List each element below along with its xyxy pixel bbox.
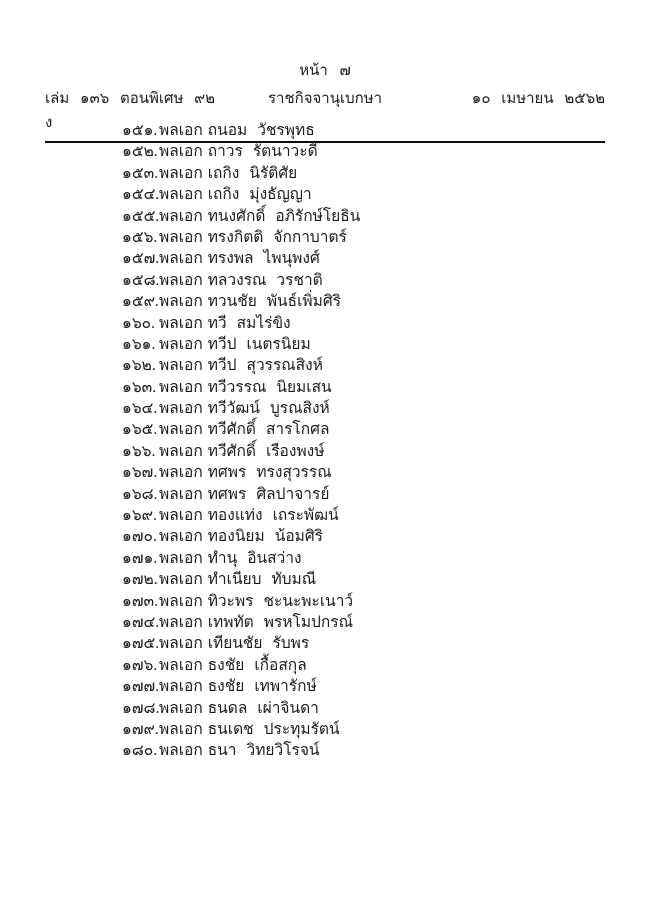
entry-given-name: ทวีวรรณ bbox=[207, 378, 267, 396]
entry-given-name: ทรงพล bbox=[207, 250, 254, 268]
entry-number: ๑๖๘. bbox=[122, 485, 158, 503]
list-item bbox=[0, 355, 650, 376]
entry-given-name: ธงชัย bbox=[207, 656, 245, 674]
entry-number: ๑๕๙. bbox=[122, 293, 159, 311]
entry-rank: พลเอก bbox=[159, 678, 203, 696]
entry-given-name: ทวนชัย bbox=[207, 293, 257, 311]
entry-rank: พลเอก bbox=[159, 357, 203, 375]
entry-surname: พันธ์เพิ่มศิริ bbox=[266, 293, 342, 311]
entry-given-name: ทองนิยม bbox=[207, 528, 265, 546]
entry-rank: พลเอก bbox=[159, 271, 203, 289]
list-item bbox=[0, 698, 650, 719]
entry-given-name: ทนงศักดิ์ bbox=[207, 207, 266, 225]
entry-given-name: ทลวงรณ bbox=[207, 271, 267, 289]
entry-rank: พลเอก bbox=[159, 742, 203, 760]
entry-number: ๑๗๗. bbox=[122, 678, 160, 696]
entry-surname: เทพารักษ์ bbox=[254, 678, 317, 696]
list-item bbox=[0, 270, 650, 291]
entry-given-name: ทวีศักดิ์ bbox=[207, 442, 256, 460]
list-item bbox=[0, 505, 650, 526]
entry-number: ๑๗๘. bbox=[122, 699, 160, 717]
entry-surname: ไพนุพงศ์ bbox=[263, 250, 320, 268]
entry-given-name: เทียนชัย bbox=[207, 635, 263, 653]
entry-surname: เผ่าจินดา bbox=[257, 699, 319, 717]
entry-given-name: ถาวร bbox=[207, 143, 243, 161]
list-item bbox=[0, 291, 650, 312]
entry-number: ๑๗๑. bbox=[122, 549, 158, 567]
entry-surname: รัตนาวะดี bbox=[252, 143, 318, 161]
entry-rank: พลเอก bbox=[159, 293, 203, 311]
list-item bbox=[0, 120, 650, 141]
list-item bbox=[0, 184, 650, 205]
entry-rank: พลเอก bbox=[159, 378, 203, 396]
entry-rank: พลเอก bbox=[159, 699, 203, 717]
entry-rank: พลเอก bbox=[159, 571, 203, 589]
list-item bbox=[0, 206, 650, 227]
entry-given-name: เทพทัต bbox=[207, 613, 254, 631]
entry-given-name: ทศพร bbox=[207, 464, 247, 482]
entry-given-name: ทรงกิตติ bbox=[207, 228, 264, 246]
entry-surname: มุ่งธัญญา bbox=[249, 186, 312, 204]
entry-surname: ประทุมรัตน์ bbox=[263, 720, 340, 738]
entry-surname: รับพร bbox=[272, 635, 310, 653]
entry-number: ๑๖๐. bbox=[122, 314, 156, 332]
entry-surname: วรชาติ bbox=[276, 271, 323, 289]
entry-rank: พลเอก bbox=[159, 143, 203, 161]
entry-given-name: ธนดล bbox=[207, 699, 248, 717]
entry-surname: เถระพัฒน์ bbox=[272, 507, 339, 525]
entry-rank: พลเอก bbox=[159, 485, 203, 503]
list-item bbox=[0, 526, 650, 547]
entry-number: ๑๕๖. bbox=[122, 228, 158, 246]
entry-rank: พลเอก bbox=[159, 464, 203, 482]
list-item bbox=[0, 633, 650, 654]
entry-surname: ทรงสุวรรณ bbox=[256, 464, 332, 482]
entry-number: ๑๕๔. bbox=[122, 186, 160, 204]
list-item bbox=[0, 591, 650, 612]
list-item bbox=[0, 334, 650, 355]
entry-surname: วัชรพุทธ bbox=[257, 122, 315, 139]
entry-rank: พลเอก bbox=[159, 613, 203, 631]
entry-rank: พลเอก bbox=[159, 228, 203, 246]
list-item bbox=[0, 676, 650, 697]
entry-given-name: ทองแท่ง bbox=[207, 507, 263, 525]
entry-number: ๑๕๑. bbox=[122, 122, 158, 139]
entry-number: ๑๕๒. bbox=[122, 143, 158, 161]
entry-rank: พลเอก bbox=[159, 164, 203, 182]
entry-surname: เนตรนิยม bbox=[246, 335, 311, 353]
entry-number: ๑๗๔. bbox=[122, 613, 160, 631]
list-item bbox=[0, 163, 650, 184]
entry-rank: พลเอก bbox=[159, 720, 203, 738]
name-list bbox=[0, 120, 650, 762]
entry-rank: พลเอก bbox=[159, 400, 203, 418]
entry-rank: พลเอก bbox=[159, 635, 203, 653]
entry-rank: พลเอก bbox=[159, 549, 203, 567]
entry-surname: สารโกศล bbox=[265, 421, 330, 439]
entry-surname: น้อมศิริ bbox=[274, 528, 324, 546]
list-item bbox=[0, 377, 650, 398]
entry-given-name: ทวีศักดิ์ bbox=[207, 421, 256, 439]
entry-given-name: ทวีวัฒน์ bbox=[207, 400, 260, 418]
entry-surname: จักกาบาตร์ bbox=[273, 228, 347, 246]
list-item bbox=[0, 655, 650, 676]
entry-given-name: ทวี bbox=[207, 314, 227, 332]
entry-number: ๑๖๕. bbox=[122, 421, 158, 439]
entry-given-name: ทวีป bbox=[207, 357, 237, 375]
entry-number: ๑๕๕. bbox=[122, 207, 160, 225]
entry-surname: นิยมเสน bbox=[276, 378, 332, 396]
entry-surname: เกื้อสกุล bbox=[254, 656, 307, 674]
entry-surname: อินสว่าง bbox=[247, 549, 302, 567]
entry-rank: พลเอก bbox=[159, 335, 203, 353]
entry-surname: อภิรักษ์โยธิน bbox=[275, 207, 361, 225]
entry-rank: พลเอก bbox=[159, 122, 203, 139]
entry-number: ๑๘๐. bbox=[122, 742, 158, 760]
entry-surname: ชะนะพะเนาว์ bbox=[263, 592, 354, 610]
list-item bbox=[0, 484, 650, 505]
entry-number: ๑๖๑. bbox=[122, 335, 156, 353]
entry-rank: พลเอก bbox=[159, 656, 203, 674]
entry-rank: พลเอก bbox=[159, 421, 203, 439]
publication-date-label: ๑๐ เมษายน ๒๕๖๒ bbox=[471, 91, 605, 107]
entry-given-name: ธงชัย bbox=[207, 678, 245, 696]
entry-number: ๑๗๓. bbox=[122, 592, 158, 610]
list-item bbox=[0, 441, 650, 462]
entry-surname: บูรณสิงห์ bbox=[269, 400, 330, 418]
entry-number: ๑๖๓. bbox=[122, 378, 157, 396]
list-item bbox=[0, 313, 650, 334]
entry-surname: ทับมณี bbox=[271, 571, 317, 589]
list-item bbox=[0, 719, 650, 740]
entry-rank: พลเอก bbox=[159, 207, 203, 225]
list-item bbox=[0, 248, 650, 269]
entry-rank: พลเอก bbox=[159, 250, 203, 268]
entry-number: ๑๕๓. bbox=[122, 164, 159, 182]
entry-number: ๑๗๒. bbox=[122, 571, 158, 589]
list-item bbox=[0, 398, 650, 419]
entry-given-name: ธนา bbox=[207, 742, 237, 760]
entry-number: ๑๕๗. bbox=[122, 250, 160, 268]
entry-given-name: เถกิง bbox=[207, 186, 240, 204]
list-item bbox=[0, 227, 650, 248]
list-item bbox=[0, 141, 650, 162]
entry-number: ๑๗๙. bbox=[122, 720, 159, 738]
entry-given-name: ทำเนียบ bbox=[207, 571, 262, 589]
entry-rank: พลเอก bbox=[159, 314, 203, 332]
entry-number: ๑๗๐. bbox=[122, 528, 157, 546]
list-item bbox=[0, 462, 650, 483]
page-number-label: หน้า ๗ bbox=[299, 63, 351, 79]
entry-surname: สมไร่ขิง bbox=[236, 314, 291, 332]
entry-surname: สุวรรณสิงห์ bbox=[246, 357, 323, 375]
entry-number: ๑๖๒. bbox=[122, 357, 156, 375]
list-item bbox=[0, 419, 650, 440]
entry-number: ๑๖๔. bbox=[122, 400, 158, 418]
entry-number: ๑๖๗. bbox=[122, 464, 158, 482]
volume-issue-label: เล่ม ๑๓๖ ตอนพิเศษ ๙๒ ง bbox=[45, 91, 216, 131]
list-item bbox=[0, 740, 650, 761]
entry-given-name: ทวีป bbox=[207, 335, 237, 353]
entry-given-name: ทศพร bbox=[207, 485, 247, 503]
entry-given-name: ธนเดช bbox=[207, 720, 254, 738]
entry-number: ๑๕๘. bbox=[122, 271, 160, 289]
entry-rank: พลเอก bbox=[159, 528, 203, 546]
entry-rank: พลเอก bbox=[159, 507, 203, 525]
entry-surname: เรืองพงษ์ bbox=[265, 442, 325, 460]
entry-surname: วิทยวิโรจน์ bbox=[246, 742, 320, 760]
list-item bbox=[0, 612, 650, 633]
entry-number: ๑๗๖. bbox=[122, 656, 158, 674]
entry-given-name: เถกิง bbox=[207, 164, 240, 182]
entry-given-name: ทิวะพร bbox=[207, 592, 254, 610]
entry-surname: พรหโมปกรณ์ bbox=[263, 613, 353, 631]
entry-rank: พลเอก bbox=[159, 442, 203, 460]
list-item bbox=[0, 569, 650, 590]
entry-given-name: ทำนุ bbox=[207, 549, 238, 567]
entry-number: ๑๖๖. bbox=[122, 442, 156, 460]
entry-given-name: ถนอม bbox=[207, 122, 248, 139]
entry-rank: พลเอก bbox=[159, 592, 203, 610]
entry-number: ๑๖๙. bbox=[122, 507, 157, 525]
entry-surname: ศิลปาจารย์ bbox=[256, 485, 330, 503]
entry-number: ๑๗๕. bbox=[122, 635, 160, 653]
entry-surname: นิรัติศัย bbox=[249, 164, 298, 182]
entry-rank: พลเอก bbox=[159, 186, 203, 204]
list-item bbox=[0, 548, 650, 569]
gazette-title: ราชกิจจานุเบกษา bbox=[267, 91, 383, 107]
